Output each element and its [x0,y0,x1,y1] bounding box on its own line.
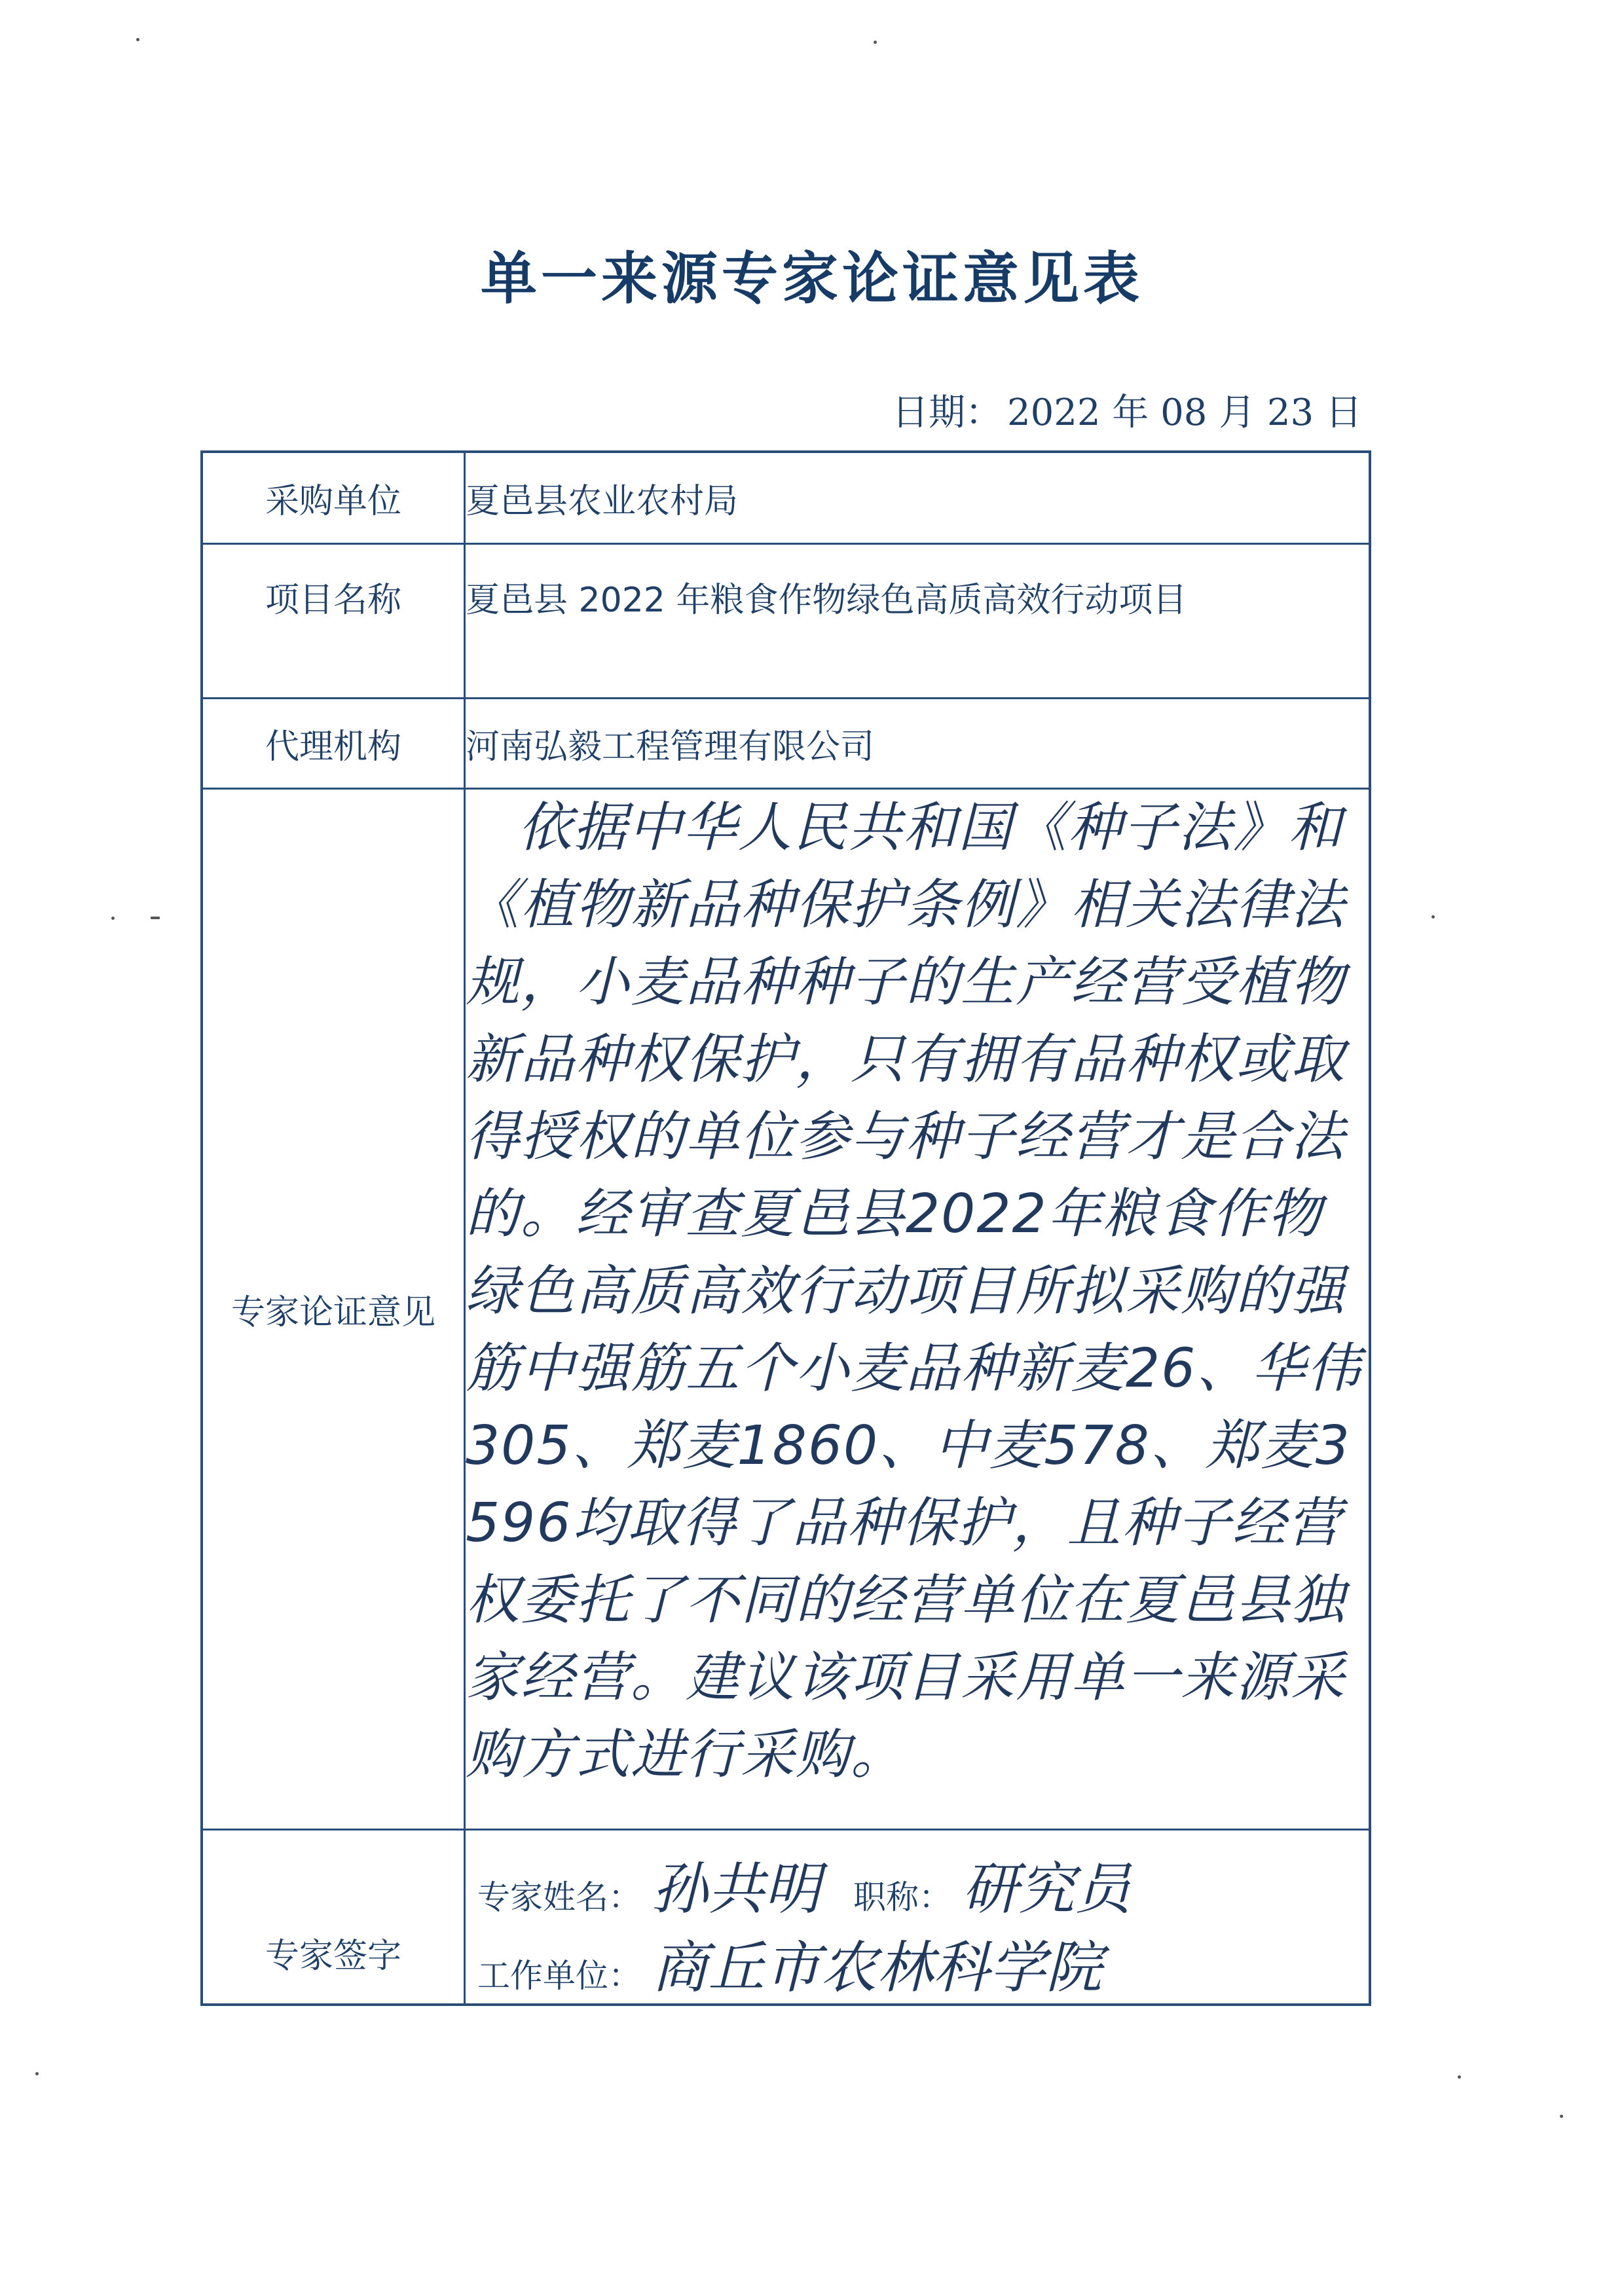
expert-name-line [477,1844,1369,1922]
workplace-label: 工作单位： [477,1956,641,1995]
project-value: 夏邑县 2022 年粮食作物绿色高质高效行动项目 [465,543,1371,698]
scan-speck [136,38,139,41]
scan-speck [111,917,115,920]
page-title: 单一来源专家论证意见表 [481,246,1143,312]
opinion-label: 专家论证意见 [202,788,465,1829]
purchaser-label: 采购单位 [202,452,465,543]
expert-name-handwritten: 孙共明 [652,1856,821,1922]
signature-cell [465,1829,1371,2005]
scan-speck [1560,2115,1563,2118]
expert-name-label: 专家姓名： [477,1878,641,1916]
scan-speck [1458,2075,1461,2079]
scan-speck [151,917,160,919]
project-row [202,543,1370,698]
purchaser-row [202,452,1370,543]
project-label: 项目名称 [202,543,465,698]
workplace-handwritten: 商丘市农林科学院 [652,1935,1102,2001]
expert-title-handwritten: 研究员 [962,1856,1131,1922]
workplace-line [477,1922,1369,2001]
opinion-handwritten-text: 依据中华人民共和国《种子法》和《植物新品种保护条例》相关法律法规，小麦品种种子的生产经营受植物新品种权保护，只有拥有品种权或取得授权的单位参与种子经营才是合法的。经审查夏邑县2022年粮食作物绿色高质高效行动项目所拟采购的强筋中强筋五个小麦品种新麦26、华伟305、郑麦1860、中麦578、郑麦3596均取得了品种保护，且种子经营权委托了不同的经营单位在夏邑县独家经营。建议该项目采用单一来源采购方式进行采购。 [465,788,1371,1829]
opinion-form-table [200,450,1371,2006]
purchaser-value: 夏邑县农业农村局 [465,452,1371,543]
signature-label: 专家签字 [202,1829,465,2005]
scan-speck [874,41,877,44]
date-line [892,384,1362,436]
scan-speck [35,2072,39,2075]
date-value: 2022 年 08 月 23 日 [1006,392,1362,434]
agency-row [202,698,1370,788]
date-label: 日期： [891,392,1002,434]
expert-title-label: 职称： [853,1878,951,1916]
agency-value: 河南弘毅工程管理有限公司 [465,698,1371,788]
opinion-row [202,788,1370,1829]
agency-label: 代理机构 [202,698,465,788]
signature-row [202,1829,1370,2005]
scan-speck [1431,915,1435,919]
